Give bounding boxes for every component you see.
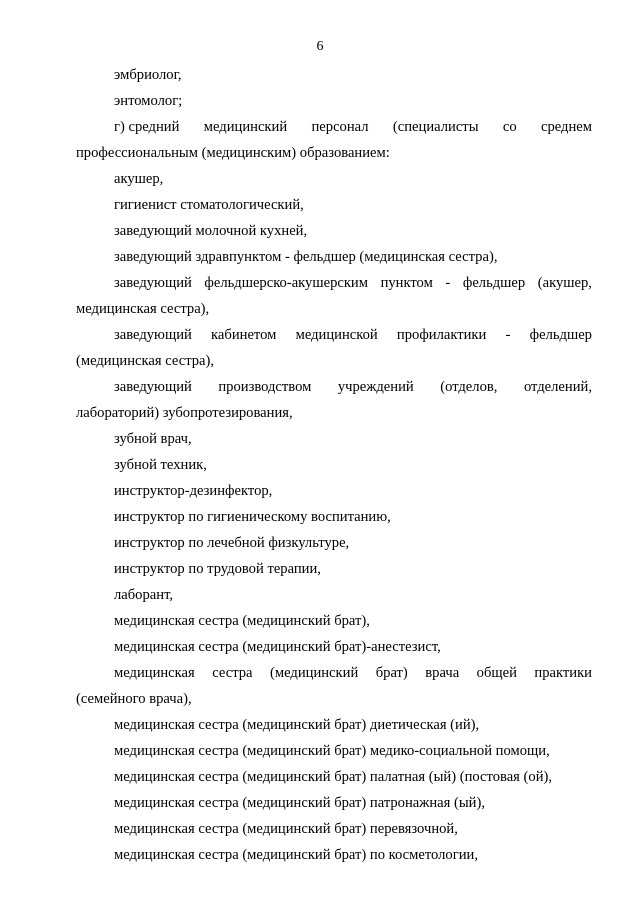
paragraph-continuation: (семейного врача),: [76, 691, 192, 707]
list-item: медицинская сестра (медицинский брат) патронажная (ый),: [114, 795, 485, 811]
word: среднем: [540, 119, 592, 135]
word: -: [505, 327, 511, 343]
justified-line: [76, 322, 592, 348]
word: сестра: [212, 665, 253, 681]
word: -: [445, 275, 451, 291]
list-item: медицинская сестра (медицинский брат) медико-социальной помощи,: [114, 743, 550, 759]
word: со: [502, 119, 517, 135]
justified-line: [76, 114, 592, 140]
list-item: инструктор по трудовой терапии,: [114, 561, 321, 577]
paragraph-continuation: (медицинская сестра),: [76, 353, 215, 369]
word: медицинской: [295, 327, 378, 343]
list-item-multiline: [76, 660, 592, 712]
list-item: инструктор-дезинфектор,: [114, 483, 273, 499]
justified-line: [76, 270, 592, 296]
word: медицинская: [114, 665, 195, 681]
paragraph-continuation: лабораторий) зубопротезирования,: [76, 405, 293, 421]
list-item: заведующий молочной кухней,: [114, 223, 308, 239]
word: пунктом: [380, 275, 433, 291]
list-item: медицинская сестра (медицинский брат) диетическая (ий),: [114, 717, 480, 733]
word: учреждений: [337, 379, 414, 395]
word: фельдшерско-акушерским: [204, 275, 368, 291]
list-item: лаборант,: [114, 587, 173, 603]
list-item: медицинская сестра (медицинский брат),: [114, 613, 370, 629]
paragraph-continuation: медицинская сестра),: [76, 301, 210, 317]
list-item: зубной техник,: [114, 457, 207, 473]
list-item: медицинская сестра (медицинский брат) палатная (ый) (постовая (ой),: [114, 769, 553, 785]
word: практики: [534, 665, 592, 681]
list-item: зубной врач,: [114, 431, 192, 447]
word: фельдшер: [529, 327, 592, 343]
list-item: медицинская сестра (медицинский брат)-анестезист,: [114, 639, 441, 655]
list-item: инструктор по лечебной физкультуре,: [114, 535, 350, 551]
word: производством: [218, 379, 312, 395]
list-item: медицинская сестра (медицинский брат) перевязочной,: [114, 821, 458, 837]
justified-line: [76, 660, 592, 686]
word: фельдшер: [462, 275, 526, 291]
justified-line: [76, 374, 592, 400]
list-item-multiline: [76, 374, 592, 426]
word: брат): [375, 665, 408, 681]
list-item: акушер,: [114, 171, 164, 187]
page-number: 6: [316, 39, 324, 54]
list-item: заведующий здравпунктом - фельдшер (медицинская сестра),: [114, 249, 498, 265]
list-item: гигиенист стоматологический,: [114, 197, 304, 213]
list-item: энтомолог;: [114, 93, 183, 109]
word: отделений,: [523, 379, 592, 395]
word: заведующий: [114, 327, 192, 343]
word: заведующий: [114, 275, 192, 291]
paragraph-continuation: профессиональным (медицинским) образованием:: [76, 145, 390, 161]
list-item: эмбриолог,: [114, 67, 182, 83]
section-g-paragraph: [76, 114, 592, 166]
word: профилактики: [396, 327, 487, 343]
word: (специалисты: [392, 119, 479, 135]
word: (отделов,: [440, 379, 498, 395]
list-item: инструктор по гигиеническому воспитанию,: [114, 509, 391, 525]
word: кабинетом: [211, 327, 277, 343]
document-body: [76, 62, 592, 868]
word: (акушер,: [537, 275, 592, 291]
list-item: медицинская сестра (медицинский брат) по косметологии,: [114, 847, 478, 863]
word: врача: [425, 665, 460, 681]
word: общей: [476, 665, 517, 681]
word: г) средний: [114, 119, 180, 135]
word: (медицинский: [270, 665, 359, 681]
list-item-multiline: [76, 322, 592, 374]
list-item-multiline: [76, 270, 592, 322]
word: заведующий: [114, 379, 192, 395]
word: персонал: [311, 119, 369, 135]
word: медицинский: [203, 119, 288, 135]
